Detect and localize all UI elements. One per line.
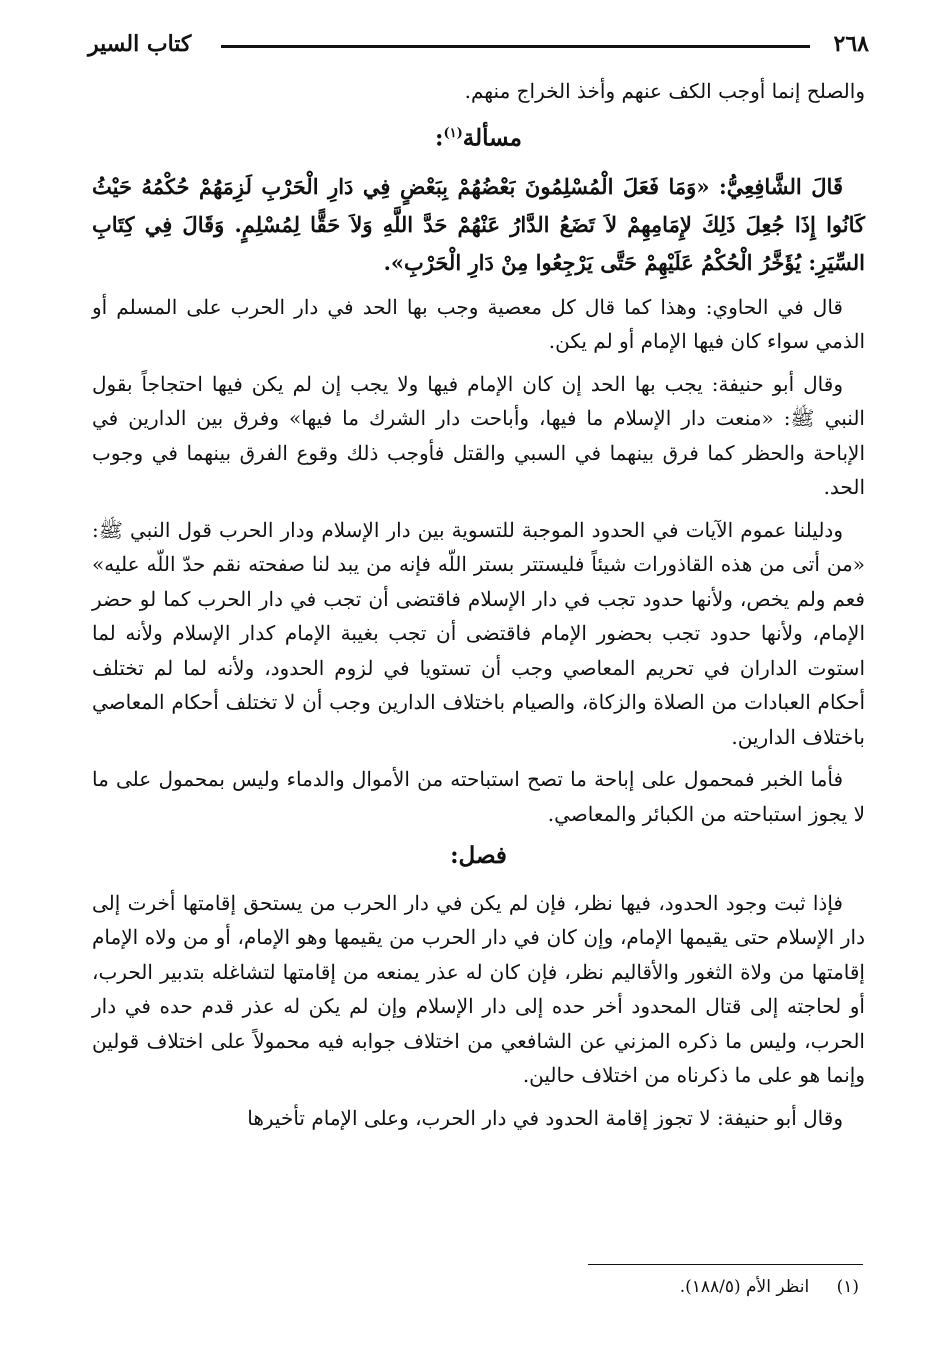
masala-colon: : xyxy=(435,124,444,152)
masala-heading xyxy=(92,117,865,156)
footnote-text: انظر الأم (١٨٨/٥). xyxy=(679,1277,810,1297)
page-body xyxy=(92,74,865,1143)
masala-title: مسألة xyxy=(462,124,522,152)
running-title: كتاب السير xyxy=(88,31,192,57)
footnote-number: (١) xyxy=(836,1277,859,1297)
abu-hanifa-second-paragraph: وقال أبو حنيفة: لا تجوز إقامة الحدود في دار الحرب، وعلى الإمام تأخيرها xyxy=(247,1105,843,1130)
footnote-divider xyxy=(588,1264,863,1265)
shafii-quote: قَالَ الشَّافِعِيُّ: «وَمَا فَعَلَ الْمُسْلِمُونَ بَعْضُهُمْ بِبَعْضٍ فِي دَارِ الْحَرْبِ لَزِمَهُمْ حُكْمُهُ حَيْثُ كَانُوا إِذَا جُعِلَ ذَلِكَ لإِمَامِهِمْ لاَ تَضَعُ الدَّارُ عَنْهُمْ حَدَّ اللَّهِ وَلاَ حَقًّا لِمُسْلِمٍ. وَقَالَ فِي كِتَابِ السِّيَرِ: يُؤَخَّرُ الْحُكْمُ عَلَيْهِمْ حَتَّى يَرْجِعُوا مِنْ دَارِ الْحَرْبِ». xyxy=(92,173,865,275)
fasl-heading: فصل: xyxy=(450,842,507,870)
hawi-paragraph: قال في الحاوي: وهذا كما قال كل معصية وجب بها الحد في دار الحرب على المسلم أو الذمي سواء كان فيها الإمام أو لم يكن. xyxy=(92,294,865,354)
footnote-marker[interactable]: (١) xyxy=(443,125,463,141)
intro-paragraph: والصلح إنما أوجب الكف عنهم وأخذ الخراج منهم. xyxy=(464,79,865,103)
evidence-paragraph: ودليلنا عموم الآيات في الحدود الموجبة للتسوية بين دار الإسلام ودار الحرب قول النبي ﷺ: «من أتى من هذه القاذورات شيئاً فليستتر بستر اللّه فإنه من يبد لنا صفحته نقم حدّ اللّه عليه» فعم ولم يخص، ولأنها حدود تجب في دار الإسلام فاقتضى أن تجب في دار الحرب كما لو حضر الإمام، ولأنها حدود تجب بحضور الإمام فاقتضى أن تجب بغيبة الإمام كدار الإسلام ولأنه لما استوت الداران في تحريم المعاصي وجب أن تستويا في لزوم الحدود، ولأنه لما لم تختلف أحكام العبادات من الصلاة والزكاة، والصيام باختلاف الدارين وجب أن لا تختلف أحكام المعاصي باختلاف الدارين. xyxy=(92,517,865,749)
footnote xyxy=(680,1274,859,1300)
header-rule xyxy=(221,45,809,48)
page-number: ٢٦٨ xyxy=(833,31,869,57)
fasl-paragraph: فإذا ثبت وجود الحدود، فيها نظر، فإن لم يكن في دار الحرب من يستحق إقامتها أخرت إلى دار الإسلام حتى يقيمها الإمام، وإن كان في دار الحرب من يقيمها وهو الإمام، أو من ولاه الإمام إقامتها من ولاة الثغور والأقاليم نظر، فإن كان له عذر يمنعه من إقامتها لتشاغله بتدبير الحرب، أو لحاجته إلى قتال المحدود أخر حده إلى دار الإسلام وإن لم يكن له عذر قدم حده في دار الحرب، وليس ما ذكره المزني عن الشافعي من اختلاف جوابه فيه محمولاً على اختلاف قولين وإنما هو على ما ذكرناه من اختلاف حالين. xyxy=(92,890,865,1088)
abu-hanifa-paragraph: وقال أبو حنيفة: يجب بها الحد إن كان الإمام فيها ولا يجب إن لم يكن فيها احتجاجاً بقول النبي ﷺ: «منعت دار الإسلام ما فيها، وأباحت دار الشرك ما فيها» وفرق بين الدارين في الإباحة والحظر كما فرق بينهما في السبي والقتل فأوجب ذلك وقوع الفرق بينهما في وجوب الحد. xyxy=(92,371,866,500)
khabar-paragraph: فأما الخبر فمحمول على إباحة ما تصح استباحته من الأموال والدماء وليس بمحمول على ما لا يجوز استباحته من الكبائر والمعاصي. xyxy=(92,767,865,826)
page-header xyxy=(88,22,869,66)
